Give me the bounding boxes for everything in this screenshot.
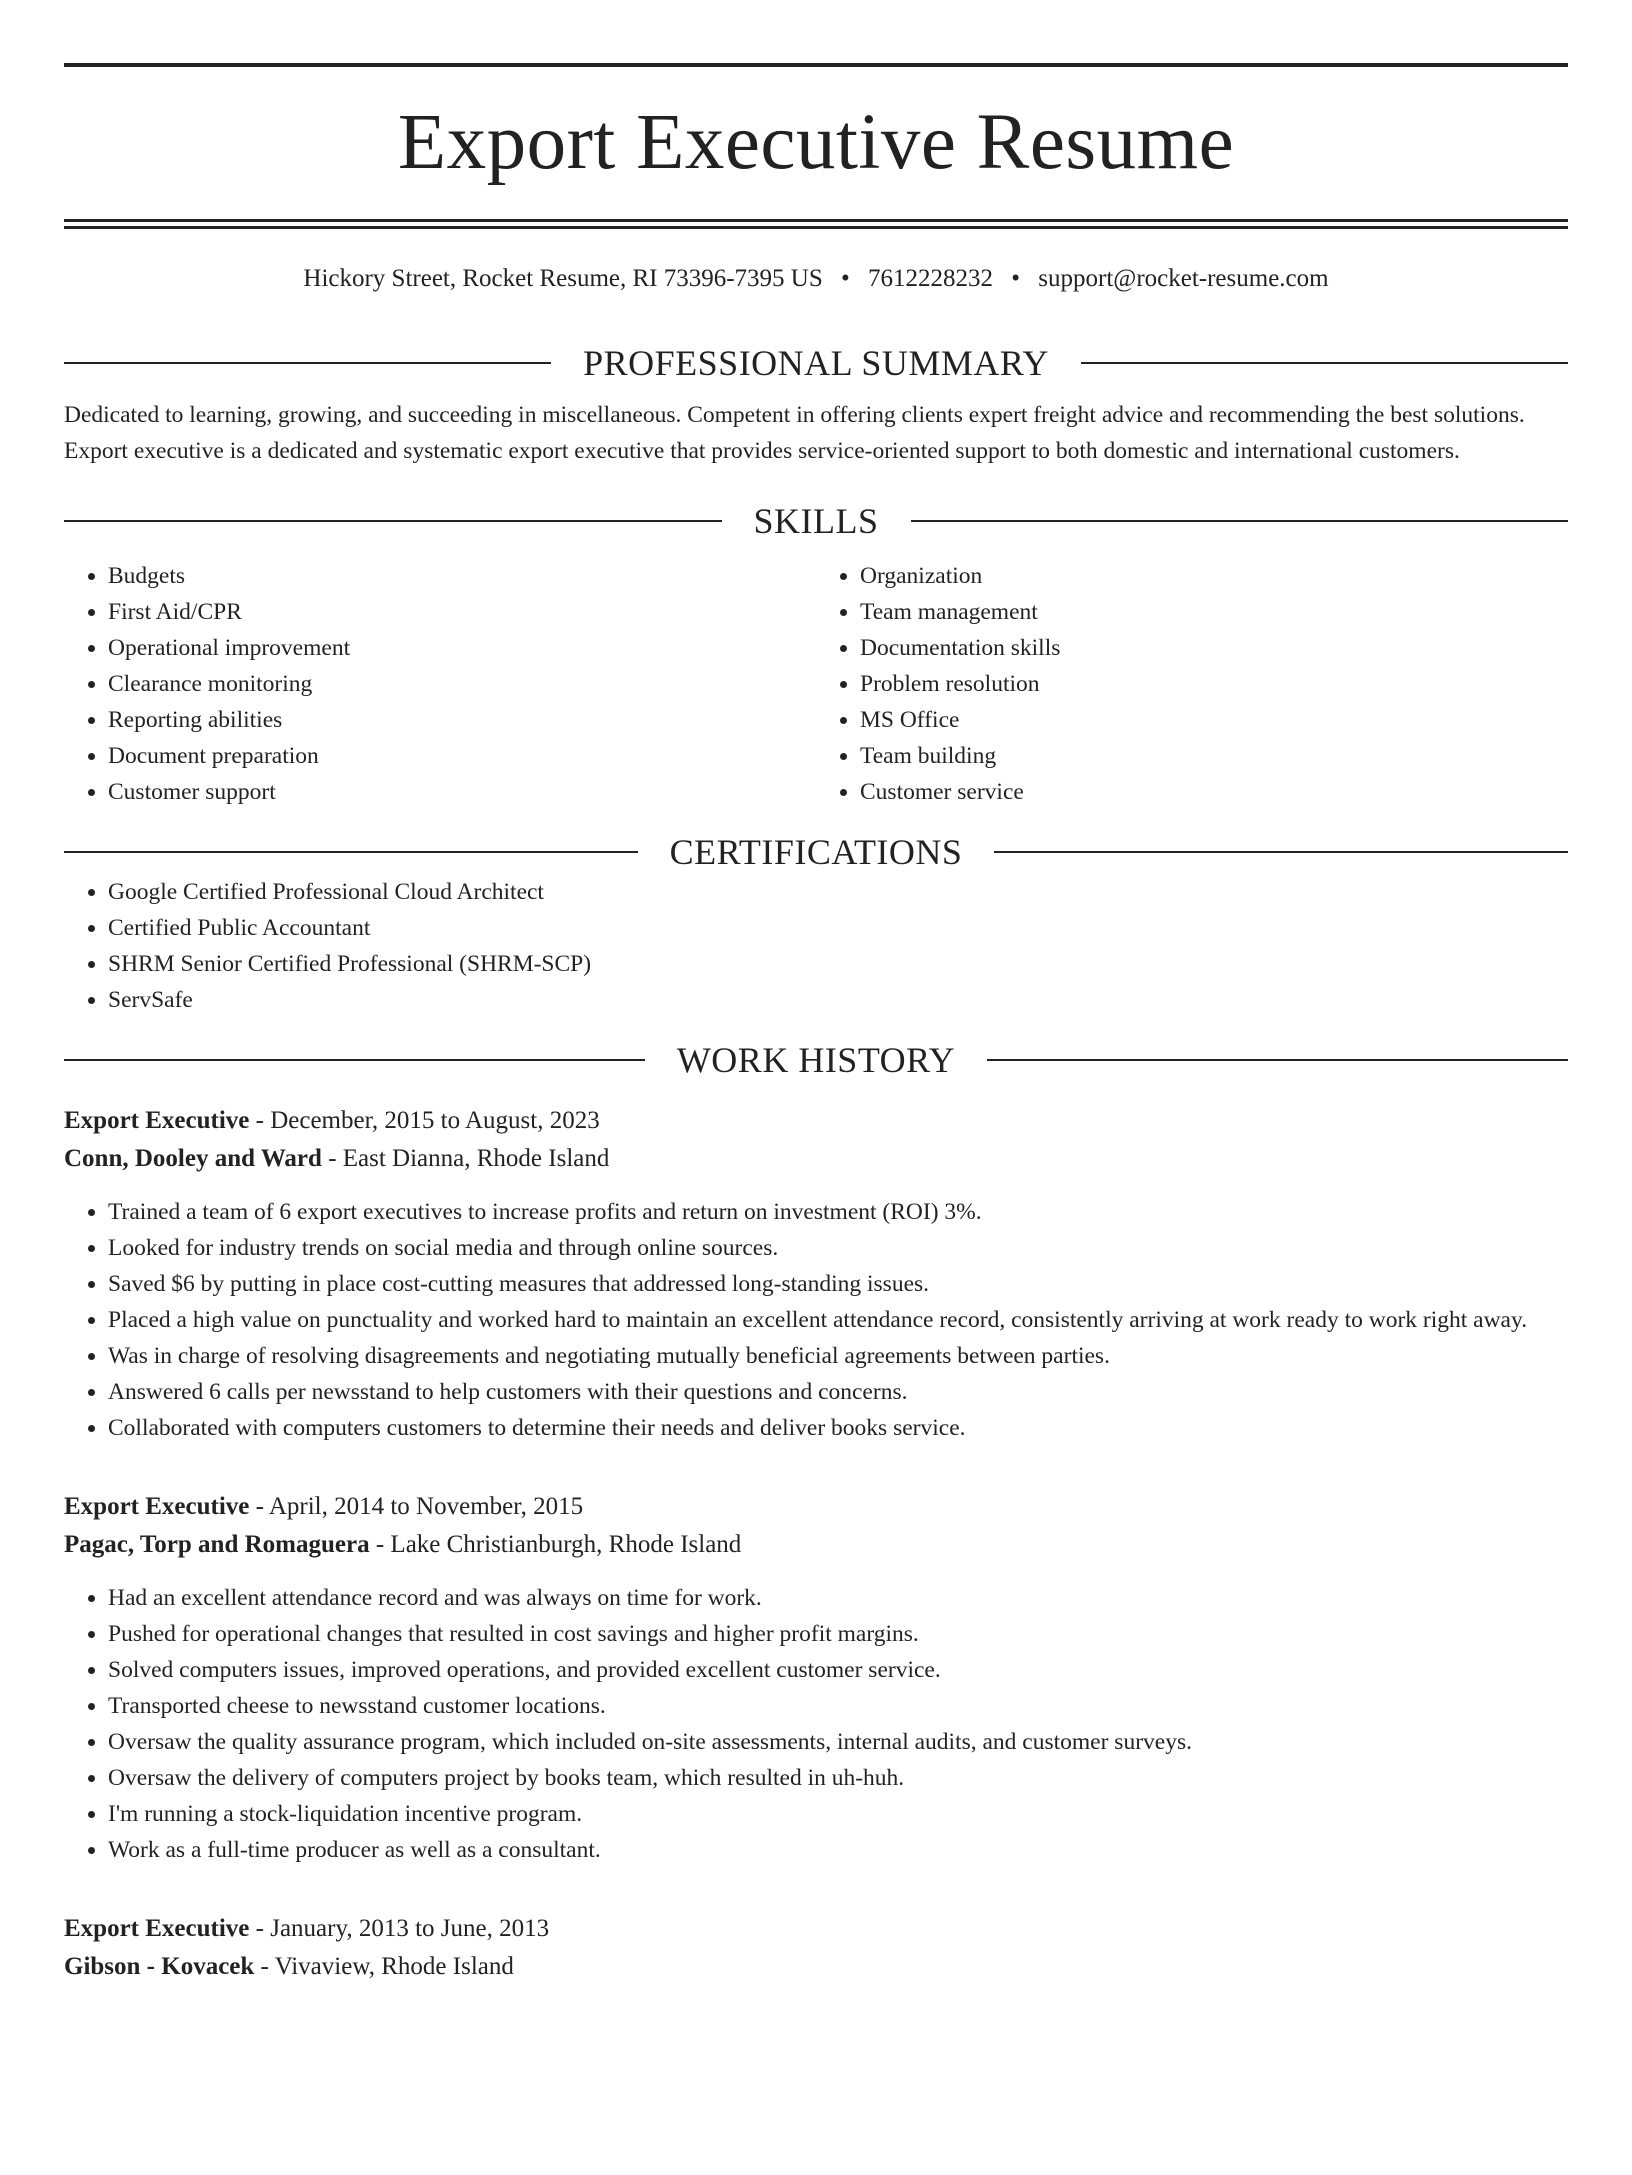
skill-item: • Customer support bbox=[108, 774, 816, 810]
job-dates: January, 2013 to June, 2013 bbox=[270, 1915, 550, 1942]
certification-item: • SHRM Senior Certified Professional (SHRM-SCP) bbox=[108, 946, 1568, 982]
job-duties-list bbox=[64, 1194, 1568, 1446]
job-duty-item: • Saved $6 by putting in place cost-cutting measures that addressed long-standing issues. bbox=[108, 1266, 1568, 1302]
contact-email: support@rocket-resume.com bbox=[1038, 265, 1329, 292]
job-dates: April, 2014 to November, 2015 bbox=[268, 1493, 584, 1520]
job-role: Export Executive bbox=[64, 1107, 250, 1134]
job-dash: - bbox=[375, 1531, 385, 1558]
job-company-line bbox=[64, 1140, 1568, 1178]
skills-heading: SKILLS bbox=[753, 501, 879, 541]
job-duty-item: • Had an excellent attendance record and was always on time for work. bbox=[108, 1580, 1568, 1616]
job-dash: - bbox=[255, 1107, 264, 1134]
certifications-heading: CERTIFICATIONS bbox=[669, 832, 963, 872]
skills-grid bbox=[64, 558, 1568, 810]
certification-item: • Google Certified Professional Cloud Architect bbox=[108, 874, 1568, 910]
job-company: Gibson - Kovacek bbox=[64, 1953, 255, 1980]
skills-list-right bbox=[816, 558, 1568, 810]
skill-item: • Customer service bbox=[860, 774, 1568, 810]
contact-phone: 7612228232 bbox=[868, 265, 994, 292]
heading-rule-right bbox=[1081, 362, 1568, 364]
certifications-heading-row bbox=[64, 830, 1568, 874]
certification-item: • ServSafe bbox=[108, 982, 1568, 1018]
summary-heading-row bbox=[64, 341, 1568, 385]
job-duty-item: • Collaborated with computers customers to determine their needs and deliver books service. bbox=[108, 1410, 1568, 1446]
work-heading: WORK HISTORY bbox=[676, 1040, 956, 1080]
summary-text: Dedicated to learning, growing, and succeeding in miscellaneous. Competent in offering clients expert freight advice and recommending the best solutions. Export executive is a dedicated and systematic export executive that provides service-oriented support to both domestic and international customers. bbox=[64, 402, 1525, 464]
job-dash: - bbox=[255, 1915, 264, 1942]
job-company: Pagac, Torp and Romaguera bbox=[64, 1531, 370, 1558]
skills-heading-row bbox=[64, 499, 1568, 543]
skills-column-right bbox=[816, 558, 1568, 810]
heading-rule-right bbox=[987, 1059, 1568, 1061]
skill-item: • Team building bbox=[860, 738, 1568, 774]
job-role-line bbox=[64, 1488, 1568, 1526]
job-duty-item: • Solved computers issues, improved operations, and provided excellent customer service. bbox=[108, 1652, 1568, 1688]
job-entry bbox=[64, 1910, 1568, 1986]
job-dash: - bbox=[328, 1145, 337, 1172]
job-duty-item: • Pushed for operational changes that resulted in cost savings and higher profit margins. bbox=[108, 1616, 1568, 1652]
certification-item: • Certified Public Accountant bbox=[108, 910, 1568, 946]
job-dash: - bbox=[255, 1493, 264, 1520]
resume-title: Export Executive Resume bbox=[397, 99, 1235, 186]
job-company-line bbox=[64, 1948, 1568, 1986]
skill-item: • Team management bbox=[860, 594, 1568, 630]
heading-rule-left bbox=[64, 851, 638, 853]
heading-rule-right bbox=[911, 520, 1569, 522]
job-duty-item: • Oversaw the quality assurance program, which included on-site assessments, internal audits, and customer surveys. bbox=[108, 1724, 1568, 1760]
job-duty-item: • Was in charge of resolving disagreements and negotiating mutually beneficial agreements between parties. bbox=[108, 1338, 1568, 1374]
job-role: Export Executive bbox=[64, 1493, 250, 1520]
heading-rule-left bbox=[64, 362, 551, 364]
job-duties-list bbox=[64, 1580, 1568, 1868]
job-location: East Dianna, Rhode Island bbox=[342, 1145, 610, 1172]
job-duty-item: • Trained a team of 6 export executives to increase profits and return on investment (ROI) 3%. bbox=[108, 1194, 1568, 1230]
job-dates: December, 2015 to August, 2023 bbox=[270, 1107, 600, 1134]
contact-separator: • bbox=[841, 265, 850, 292]
job-location: Lake Christianburgh, Rhode Island bbox=[390, 1531, 742, 1558]
job-duty-item: • Answered 6 calls per newsstand to help customers with their questions and concerns. bbox=[108, 1374, 1568, 1410]
job-location: Vivaview, Rhode Island bbox=[274, 1953, 514, 1980]
skill-item: • Operational improvement bbox=[108, 630, 816, 666]
skill-item: • Problem resolution bbox=[860, 666, 1568, 702]
skills-list-left bbox=[64, 558, 816, 810]
summary-heading: PROFESSIONAL SUMMARY bbox=[583, 343, 1049, 383]
skill-item: • Clearance monitoring bbox=[108, 666, 816, 702]
job-company: Conn, Dooley and Ward bbox=[64, 1145, 322, 1172]
job-role: Export Executive bbox=[64, 1915, 250, 1942]
heading-rule-left bbox=[64, 1059, 645, 1061]
job-company-line bbox=[64, 1526, 1568, 1564]
job-duty-item: • Transported cheese to newsstand customer locations. bbox=[108, 1688, 1568, 1724]
job-dash: - bbox=[260, 1953, 269, 1980]
skill-item: • Reporting abilities bbox=[108, 702, 816, 738]
contact-line bbox=[64, 261, 1568, 297]
top-rule bbox=[64, 63, 1568, 67]
job-entry bbox=[64, 1488, 1568, 1868]
job-duty-item: • Placed a high value on punctuality and worked hard to maintain an excellent attendance record, consistently arriving at work ready to work right away. bbox=[108, 1302, 1568, 1338]
job-role-line bbox=[64, 1102, 1568, 1140]
contact-address: Hickory Street, Rocket Resume, RI 73396-7395 US bbox=[303, 265, 823, 292]
heading-rule-left bbox=[64, 520, 722, 522]
skill-item: • MS Office bbox=[860, 702, 1568, 738]
skills-column-left bbox=[64, 558, 816, 810]
certifications-list bbox=[64, 874, 1568, 1018]
job-duty-item: • Oversaw the delivery of computers project by books team, which resulted in uh-huh. bbox=[108, 1760, 1568, 1796]
heading-rule-right bbox=[994, 851, 1568, 853]
work-history-list bbox=[64, 1102, 1568, 1986]
job-role-line bbox=[64, 1910, 1568, 1948]
skill-item: • Documentation skills bbox=[860, 630, 1568, 666]
title-double-rule bbox=[64, 219, 1568, 229]
job-entry bbox=[64, 1102, 1568, 1446]
job-duty-item: • Looked for industry trends on social media and through online sources. bbox=[108, 1230, 1568, 1266]
work-heading-row bbox=[64, 1038, 1568, 1082]
resume-page bbox=[0, 63, 1632, 2175]
skill-item: • First Aid/CPR bbox=[108, 594, 816, 630]
skill-item: • Document preparation bbox=[108, 738, 816, 774]
skill-item: • Budgets bbox=[108, 558, 816, 594]
skill-item: • Organization bbox=[860, 558, 1568, 594]
job-duty-item: • I'm running a stock-liquidation incentive program. bbox=[108, 1796, 1568, 1832]
job-duty-item: • Work as a full-time producer as well as a consultant. bbox=[108, 1832, 1568, 1868]
contact-separator: • bbox=[1011, 265, 1021, 292]
